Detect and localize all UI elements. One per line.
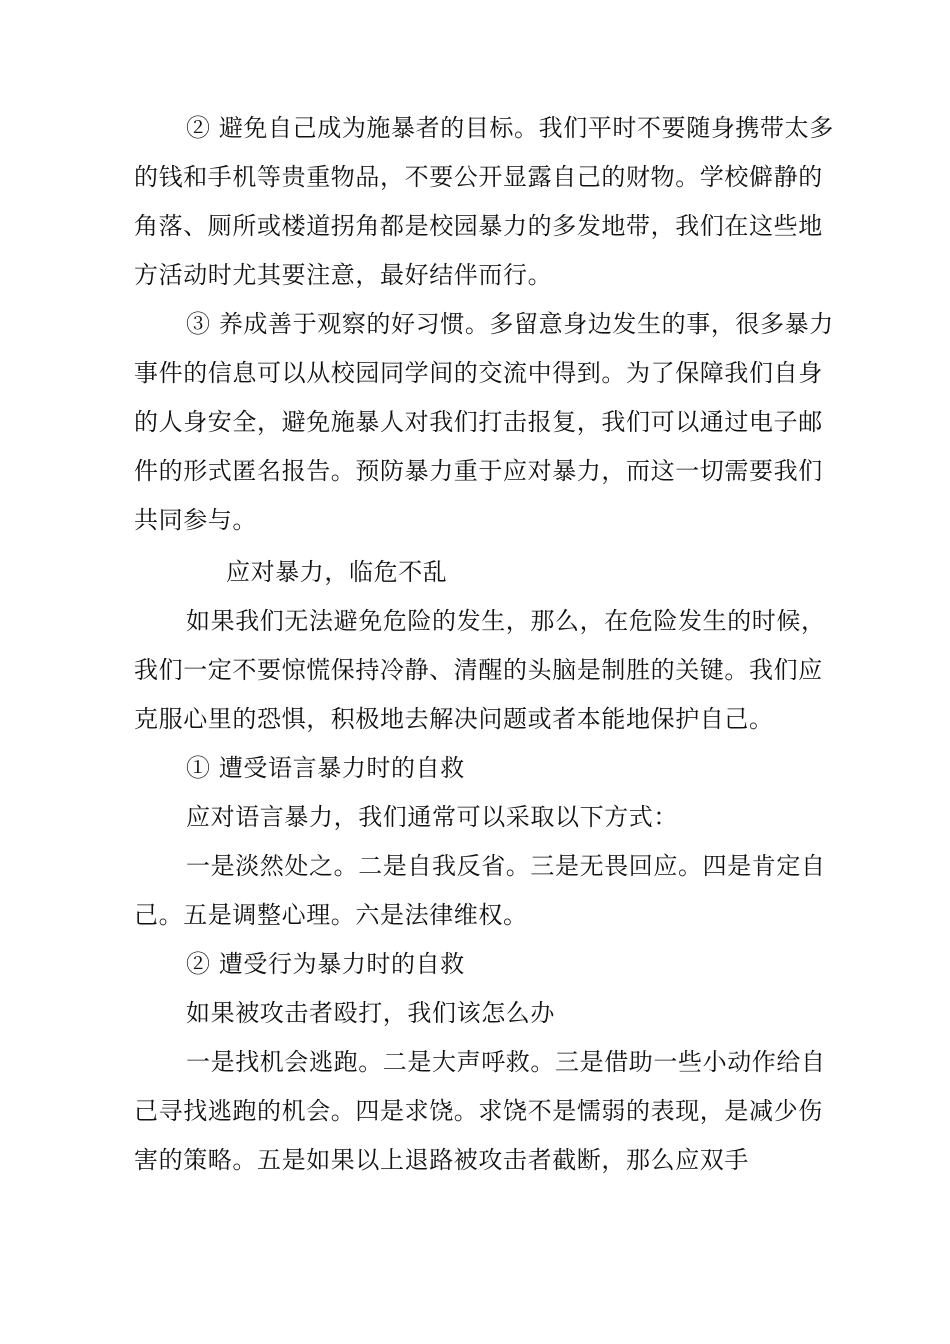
section-heading: 应对暴力，临危不乱 — [226, 558, 448, 586]
subheading-verbal-violence: ① 遭受语言暴力时的自救 — [186, 754, 465, 782]
paragraph-verbal-intro: 应对语言暴力，我们通常可以采取以下方式： — [186, 803, 678, 831]
paragraph-verbal-methods: 一是淡然处之。二是自我反省。三是无畏回应。四是肯定自己。五是调整心理。六是法律维权。 — [134, 852, 826, 929]
paragraph-physical-question: 如果被攻击者殴打，我们该怎么办 — [186, 999, 555, 1027]
subheading-physical-violence: ② 遭受行为暴力时的自救 — [186, 950, 465, 978]
paragraph-physical-methods: 一是找机会逃跑。二是大声呼救。三是借助一些小动作给自己寻找逃跑的机会。四是求饶。求饶不是懦弱的表现，是减少伤害的策略。五是如果以上退路被攻击者截断，那么应双手 — [134, 1048, 826, 1174]
paragraph-avoid-target: ② 避免自己成为施暴者的目标。我们平时不要随身携带太多的钱和手机等贵重物品，不要公开显露自己的财物。学校僻静的角落、厕所或楼道拐角都是校园暴力的多发地带，我们在这些地方活动时尤其要注意，最好结伴而行。 — [134, 114, 834, 289]
paragraph-stay-calm: 如果我们无法避免危险的发生，那么，在危险发生的时候，我们一定不要惊慌保持冷静、清醒的头脑是制胜的关键。我们应克服心里的恐惧，积极地去解决问题或者本能地保护自己。 — [134, 607, 826, 733]
paragraph-observation-habit: ③ 养成善于观察的好习惯。多留意身边发生的事，很多暴力事件的信息可以从校园同学间的交流中得到。为了保障我们自身的人身安全，避免施暴人对我们打击报复，我们可以通过电子邮件的形式匿名报告。预防暴力重于应对暴力，而这一切需要我们共同参与。 — [134, 310, 834, 534]
